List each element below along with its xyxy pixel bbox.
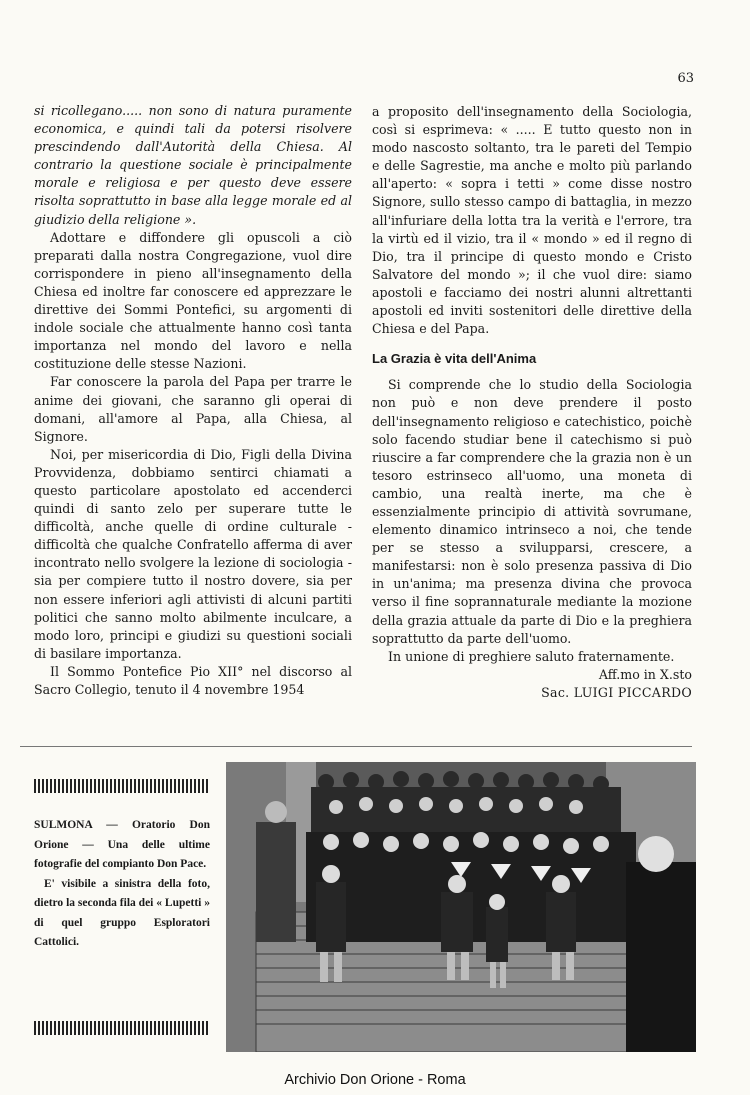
left-column bbox=[34, 102, 352, 699]
left-paragraph: Il Sommo Pontefice Pio XII° nel discorso al Sacro Collegio, tenuto il 4 novembre 1954 bbox=[34, 663, 352, 697]
photo-caption bbox=[34, 776, 210, 953]
left-paragraph: Far conoscere la parola del Papa per trarre le anime dei giovani, che saranno gli operai di domani, all'amore al Papa, alla Chiesa, al Signore. bbox=[34, 374, 352, 444]
right-column bbox=[372, 103, 692, 702]
sign-off: Aff.mo in X.sto bbox=[598, 666, 692, 682]
page-number: 63 bbox=[677, 71, 694, 86]
group-photograph bbox=[226, 762, 696, 1052]
caption-text bbox=[34, 816, 210, 953]
ornament-border-bottom bbox=[34, 1018, 208, 1038]
archive-footer: Archivio Don Orione - Roma bbox=[284, 1072, 466, 1088]
photo-illustration bbox=[226, 762, 696, 1052]
right-paragraph: Si comprende che lo studio della Sociologia non può e non deve prendere il posto dell'insegnamento religioso e catechistico, poichè solo facendo studiar bene il catechismo si può riuscire a far comprendere che la grazia non è un tesoro estrinseco all'uomo, una moneta di cambio, una realtà inerte, ma che è essenzialmente principio di attività sovrumane, elemento dinamico intrinseco a noi, che tende per se stesso a svilupparsi, crescere, a manifestarsi: non è solo presenza passiva di Dio in un'anima; ma presenza divina che provoca verso il fine soprannaturale mediante la mozione della grazia attuale da parte di Dio e la preghiera soprattutto da parte dell'uomo. bbox=[372, 377, 692, 646]
section-divider bbox=[20, 746, 692, 747]
closing-line: In unione di preghiere saluto fraternamente. bbox=[388, 648, 675, 664]
left-paragraph: si ricollegano..... non sono di natura puramente economica, e quindi tali da potersi risolvere prescindendo dall'Autorità della Chiesa. Al contrario la questione sociale è principalmente morale e religiosa e per questo deve essere risolta soprattutto in base alla legge morale ed al giudizio della religione ». bbox=[34, 103, 352, 227]
section-title: La Grazia è vita dell'Anima bbox=[372, 351, 537, 367]
signature: Sac. LUIGI PICCARDO bbox=[541, 684, 692, 700]
ornament-border-top bbox=[34, 776, 208, 796]
left-paragraph: Noi, per misericordia di Dio, Figli della Divina Provvidenza, dobbiamo sentirci chiamati a questo particolare apostolato ed accenderci quindi di santo zelo per superare tutte le difficoltà, anche quelle di ordine culturale - difficoltà che qualche Confratello afferma di aver incontrato nello svolgere la lezione di sociologia - sia per compiere tutto il nostro dovere, sia per non essere inferiori agli attivisti di alcuni partiti politici che sanno molto abilmente inculcare, a modo loro, principi e giudizi su questioni sociali di basilare importanza. bbox=[34, 446, 352, 661]
caption-paragraph: E' visibile a sinistra della foto, dietro la seconda fila dei « Lupetti » di quel gruppo Esploratori Cattolici. bbox=[34, 877, 210, 948]
caption-paragraph: SULMONA — Oratorio Don Orione — Una delle ultime fotografie del compianto Don Pace. bbox=[34, 819, 210, 870]
left-paragraph: Adottare e diffondere gli opuscoli a ciò preparati dalla nostra Congregazione, vuol dire corrispondere in pieno all'insegnamento della Chiesa ed inoltre far conoscere ed apprezzare le direttive dei Sommi Pontefici, su argomenti di indole sociale che attualmente hanno così tanta importanza nel mondo del lavoro e nella costituzione delle stesse Nazioni. bbox=[34, 229, 352, 372]
right-paragraph: a proposito dell'insegnamento della Sociologia, così si esprimeva: « ..... E tutto questo non in modo nascosto soltanto, tra le pareti del Tempio e delle Sagrestie, ma anche e molto più parlando all'aperto: « sopra i tetti » come disse nostro Signore, sullo stesso campo di battaglia, in mezzo all'infuriare della lotta tra la verità e l'errore, tra la virtù ed il vizio, tra il « mondo » ed il regno di Dio, tra il principe di questo mondo e Cristo Salvatore del mondo »; il che vuol dire: siamo apostoli e facciamo dei nostri alunni altrettanti apostoli ed inviti sostenitori delle direttive della Chiesa e del Papa. bbox=[372, 104, 692, 337]
